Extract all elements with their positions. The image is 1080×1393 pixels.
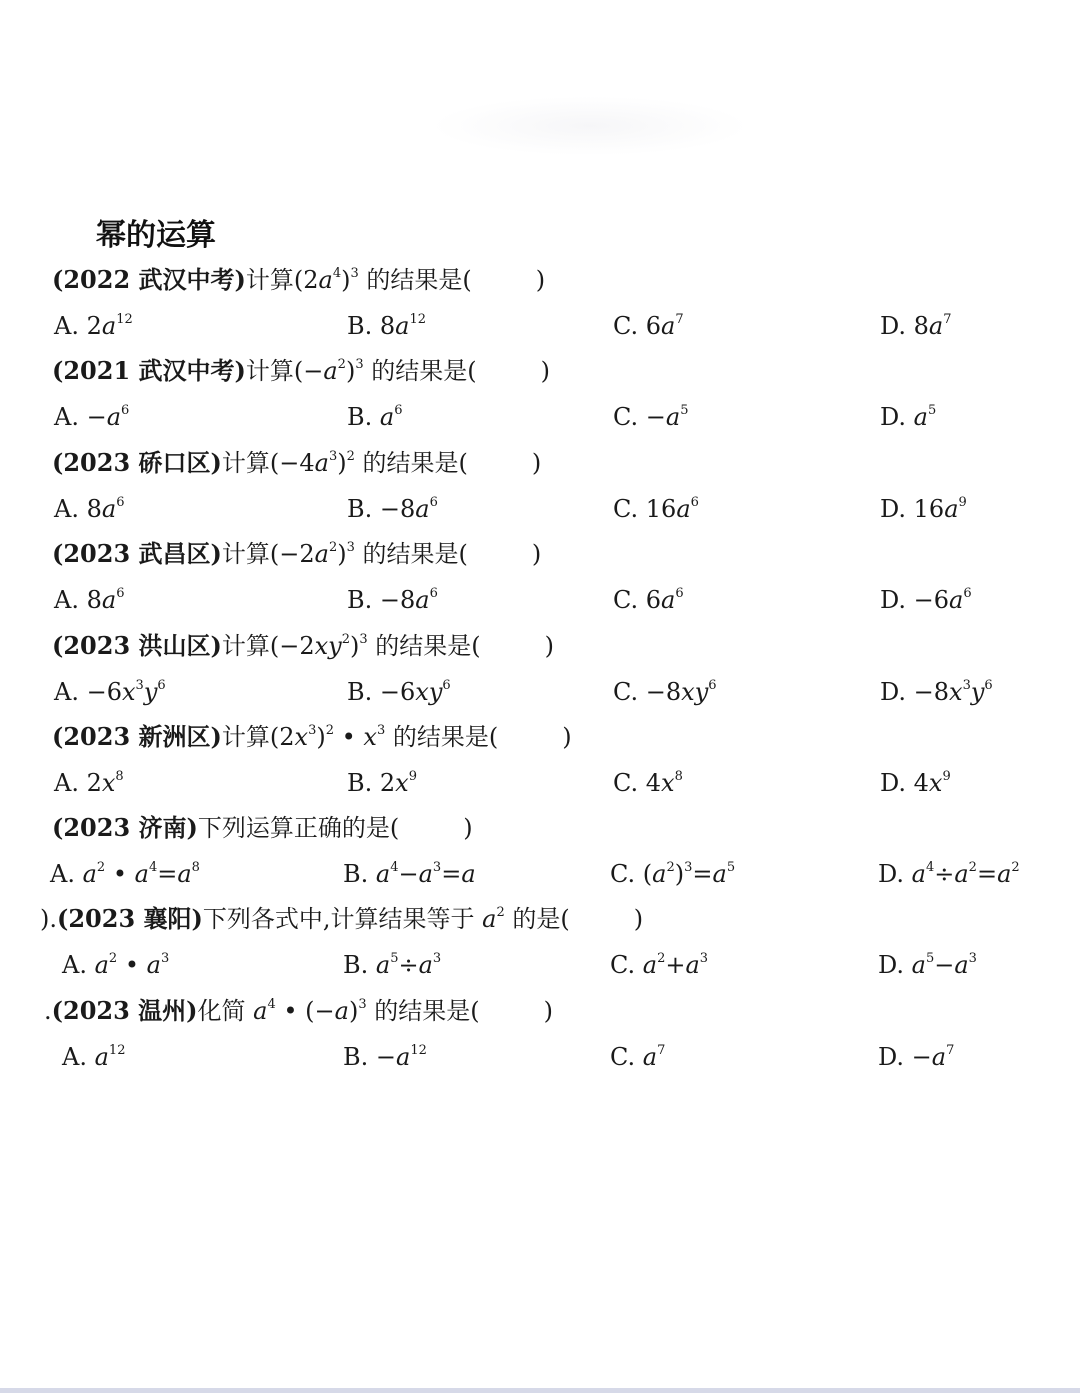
option-d[interactable]: D. $-a^7$ [878, 1043, 955, 1071]
question-7-stem: (2023 济南)下列运算正确的是( ) [52, 813, 473, 842]
faded-header-smudge [430, 96, 750, 156]
question-6-stem: (2023 新洲区)计算$(2x^3)^2$ • $x^3$ 的结果是( ) [52, 722, 572, 751]
question-2-stem: (2021 武汉中考)计算$(-a^2)^3$ 的结果是( ) [52, 356, 550, 385]
option-b[interactable]: B. $a^4-a^3=a$ [343, 860, 476, 888]
option-c[interactable]: C. $4x^8$ [613, 769, 683, 797]
question-8-stem: ).(2023 襄阳)下列各式中,计算结果等于 $a^2$ 的是( ) [40, 904, 644, 933]
option-a[interactable]: A. $2x^8$ [54, 769, 124, 797]
question-9-stem: .(2023 温州)化简 $a^4$ • $(-a)^3$ 的结果是( ) [44, 996, 553, 1025]
option-d[interactable]: D. $16a^9$ [880, 495, 967, 523]
option-c[interactable]: C. $a^7$ [610, 1043, 666, 1071]
option-a[interactable]: A. $a^{12}$ [62, 1043, 126, 1071]
question-1-stem: (2022 武汉中考)计算$(2a^4)^3$ 的结果是( ) [52, 265, 546, 294]
option-d[interactable]: D. $a^5-a^3$ [878, 951, 977, 979]
question-source: (2021 武汉中考) [52, 356, 246, 385]
question-3-stem: (2023 硚口区)计算$(-4a^3)^2$ 的结果是( ) [52, 448, 542, 477]
option-c[interactable]: C. $16a^6$ [613, 495, 699, 523]
option-c[interactable]: C. $a^2+a^3$ [610, 951, 709, 979]
option-b[interactable]: B. $-8a^6$ [347, 495, 438, 523]
option-b[interactable]: B. $8a^{12}$ [347, 312, 427, 340]
option-b[interactable]: B. $2x^9$ [347, 769, 417, 797]
bottom-bar [0, 1388, 1080, 1393]
option-a[interactable]: A. $-6x^3y^6$ [54, 678, 166, 706]
question-4-stem: (2023 武昌区)计算$(-2a^2)^3$ 的结果是( ) [52, 539, 542, 568]
option-b[interactable]: B. $a^6$ [347, 403, 403, 431]
page-title: 幂的运算 [96, 218, 216, 253]
question-5-stem: (2023 洪山区)计算$(-2xy^2)^3$ 的结果是( ) [52, 631, 555, 660]
option-d[interactable]: D. $a^5$ [880, 403, 937, 431]
option-b[interactable]: B. $-6xy^6$ [347, 678, 451, 706]
option-c[interactable]: C. $-a^5$ [613, 403, 689, 431]
option-b[interactable]: B. $-a^{12}$ [343, 1043, 427, 1071]
option-b[interactable]: B. $-8a^6$ [347, 586, 438, 614]
option-d[interactable]: D. $8a^7$ [880, 312, 952, 340]
question-source: (2023 济南) [52, 813, 198, 842]
question-source: (2023 洪山区) [52, 631, 222, 660]
option-c[interactable]: C. $(a^2)^3=a^5$ [610, 860, 736, 888]
option-c[interactable]: C. $6a^7$ [613, 312, 684, 340]
option-a[interactable]: A. $-a^6$ [54, 403, 130, 431]
option-a[interactable]: A. $a^2$ • $a^3$ [62, 951, 170, 979]
option-d[interactable]: D. $-8x^3y^6$ [880, 678, 993, 706]
option-c[interactable]: C. $6a^6$ [613, 586, 684, 614]
option-a[interactable]: A. $8a^6$ [54, 586, 125, 614]
option-a[interactable]: A. $a^2$ • $a^4=a^8$ [50, 860, 200, 888]
option-b[interactable]: B. $a^5\div a^3$ [343, 951, 442, 979]
question-source: (2023 硚口区) [52, 448, 222, 477]
option-d[interactable]: D. $-6a^6$ [880, 586, 972, 614]
option-d[interactable]: D. $a^4\div a^2=a^2$ [878, 860, 1020, 888]
option-c[interactable]: C. $-8xy^6$ [613, 678, 717, 706]
option-d[interactable]: D. $4x^9$ [880, 769, 951, 797]
question-source: (2023 温州) [51, 996, 198, 1025]
question-source: (2023 襄阳) [57, 904, 203, 933]
option-a[interactable]: A. $8a^6$ [54, 495, 125, 523]
option-a[interactable]: A. $2a^{12}$ [54, 312, 133, 340]
question-source: (2023 新洲区) [52, 722, 222, 751]
question-source: (2023 武昌区) [52, 539, 222, 568]
question-source: (2022 武汉中考) [52, 265, 246, 294]
